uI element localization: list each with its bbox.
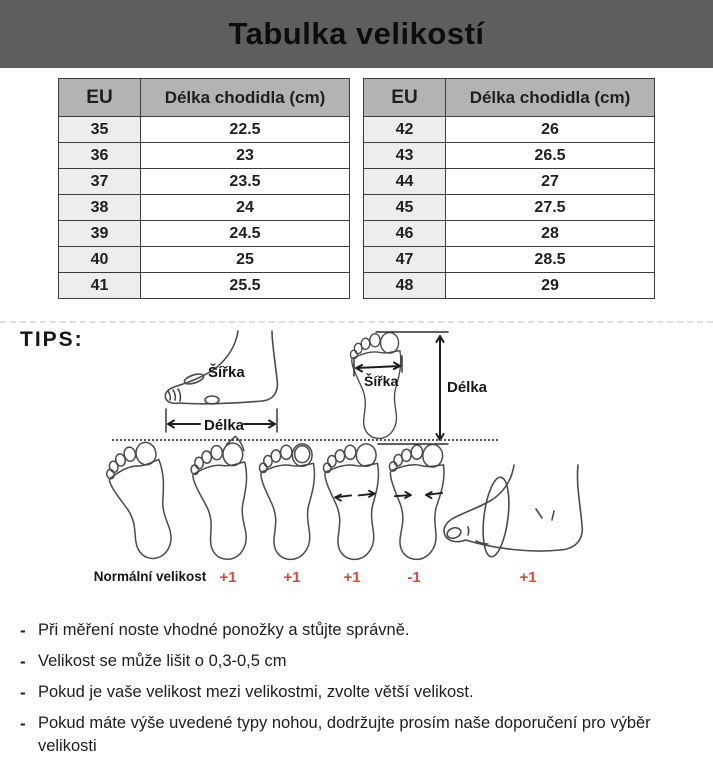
table-row (364, 221, 655, 247)
foot-length-cell: 27.5 (446, 195, 655, 221)
page-title: Tabulka velikostí (228, 16, 485, 51)
eu-size-cell: 47 (364, 247, 446, 273)
side-foot-measure-diagram (158, 331, 300, 437)
bullet-dash: - (20, 621, 26, 640)
eu-size-cell: 39 (59, 221, 141, 247)
header-band (0, 0, 713, 68)
size-table-left (58, 78, 350, 299)
table-row (364, 169, 655, 195)
note-text: Velikost se může lišit o 0,3-0,5 cm (38, 652, 287, 670)
table-row (364, 117, 655, 143)
foot-length-cell: 26 (446, 117, 655, 143)
notes-section (0, 599, 713, 758)
note-text: Při měření noste vhodné ponožky a stůjte správně. (38, 621, 410, 639)
foot-type-label-delta: +1 (219, 569, 237, 586)
eu-size-cell: 40 (59, 247, 141, 273)
table-row (59, 143, 350, 169)
bullet-dash: - (20, 683, 26, 702)
foot-type-label-delta: -1 (407, 569, 421, 586)
table-header-row (364, 79, 655, 117)
foot-sole-big-toe-icon (258, 441, 322, 565)
length-label: Délka (204, 417, 245, 434)
foot-length-cell: 24 (141, 195, 350, 221)
table-row (59, 195, 350, 221)
foot-length-cell: 26.5 (446, 143, 655, 169)
table-row (59, 247, 350, 273)
foot-type-label-delta: +1 (343, 569, 361, 586)
size-table-right (363, 78, 655, 299)
width-label: Šířka (364, 373, 399, 389)
eu-column-header: EU (59, 79, 141, 117)
table-row (364, 273, 655, 299)
table-row (364, 143, 655, 169)
length-column-header: Délka chodidla (cm) (446, 79, 655, 117)
foot-length-cell: 28.5 (446, 247, 655, 273)
width-label: Šířka (208, 364, 245, 381)
tips-section (0, 323, 713, 599)
eu-size-cell: 46 (364, 221, 446, 247)
foot-type-label-delta: +1 (519, 569, 537, 586)
note-item (20, 650, 713, 673)
table-header-row (59, 79, 350, 117)
eu-size-cell: 35 (59, 117, 141, 143)
eu-size-cell: 38 (59, 195, 141, 221)
foot-type-label-delta: +1 (283, 569, 301, 586)
note-item (20, 619, 713, 642)
bullet-dash: - (20, 652, 26, 671)
eu-column-header: EU (364, 79, 446, 117)
table-row (59, 169, 350, 195)
size-tables (0, 68, 713, 299)
eu-size-cell: 48 (364, 273, 446, 299)
foot-length-cell: 25.5 (141, 273, 350, 299)
length-label: Délka (447, 379, 488, 396)
note-item (20, 681, 713, 704)
foot-length-cell: 22.5 (141, 117, 350, 143)
eu-size-cell: 37 (59, 169, 141, 195)
bullet-dash: - (20, 714, 26, 733)
eu-size-cell: 44 (364, 169, 446, 195)
table-row (59, 117, 350, 143)
foot-length-cell: 27 (446, 169, 655, 195)
foot-length-cell: 25 (141, 247, 350, 273)
foot-sole-normal-icon (100, 436, 188, 571)
foot-length-cell: 24.5 (141, 221, 350, 247)
note-text: Pokud je vaše velikost mezi velikostmi, zvolte větší velikost. (38, 683, 474, 701)
eu-size-cell: 42 (364, 117, 446, 143)
table-row (59, 273, 350, 299)
eu-size-cell: 43 (364, 143, 446, 169)
note-item (20, 712, 713, 758)
foot-length-cell: 29 (446, 273, 655, 299)
table-row (364, 247, 655, 273)
foot-length-cell: 28 (446, 221, 655, 247)
eu-size-cell: 36 (59, 143, 141, 169)
foot-type-label-normal: Normální velikost (93, 569, 207, 584)
eu-size-cell: 45 (364, 195, 446, 221)
table-row (59, 221, 350, 247)
foot-length-cell: 23 (141, 143, 350, 169)
top-foot-measure-diagram (348, 328, 488, 450)
note-text: Pokud máte výše uvedené typy nohou, dodržujte prosím naše doporučení pro výběr velikosti (37, 714, 651, 755)
eu-size-cell: 41 (59, 273, 141, 299)
foot-sole-wide-icon (322, 441, 386, 565)
foot-length-cell: 23.5 (141, 169, 350, 195)
foot-sole-bunion-icon (188, 439, 260, 567)
ankle-girth-foot-icon (440, 463, 602, 569)
tips-heading: TIPS: (20, 328, 84, 351)
length-column-header: Délka chodidla (cm) (141, 79, 350, 117)
table-row (364, 195, 655, 221)
